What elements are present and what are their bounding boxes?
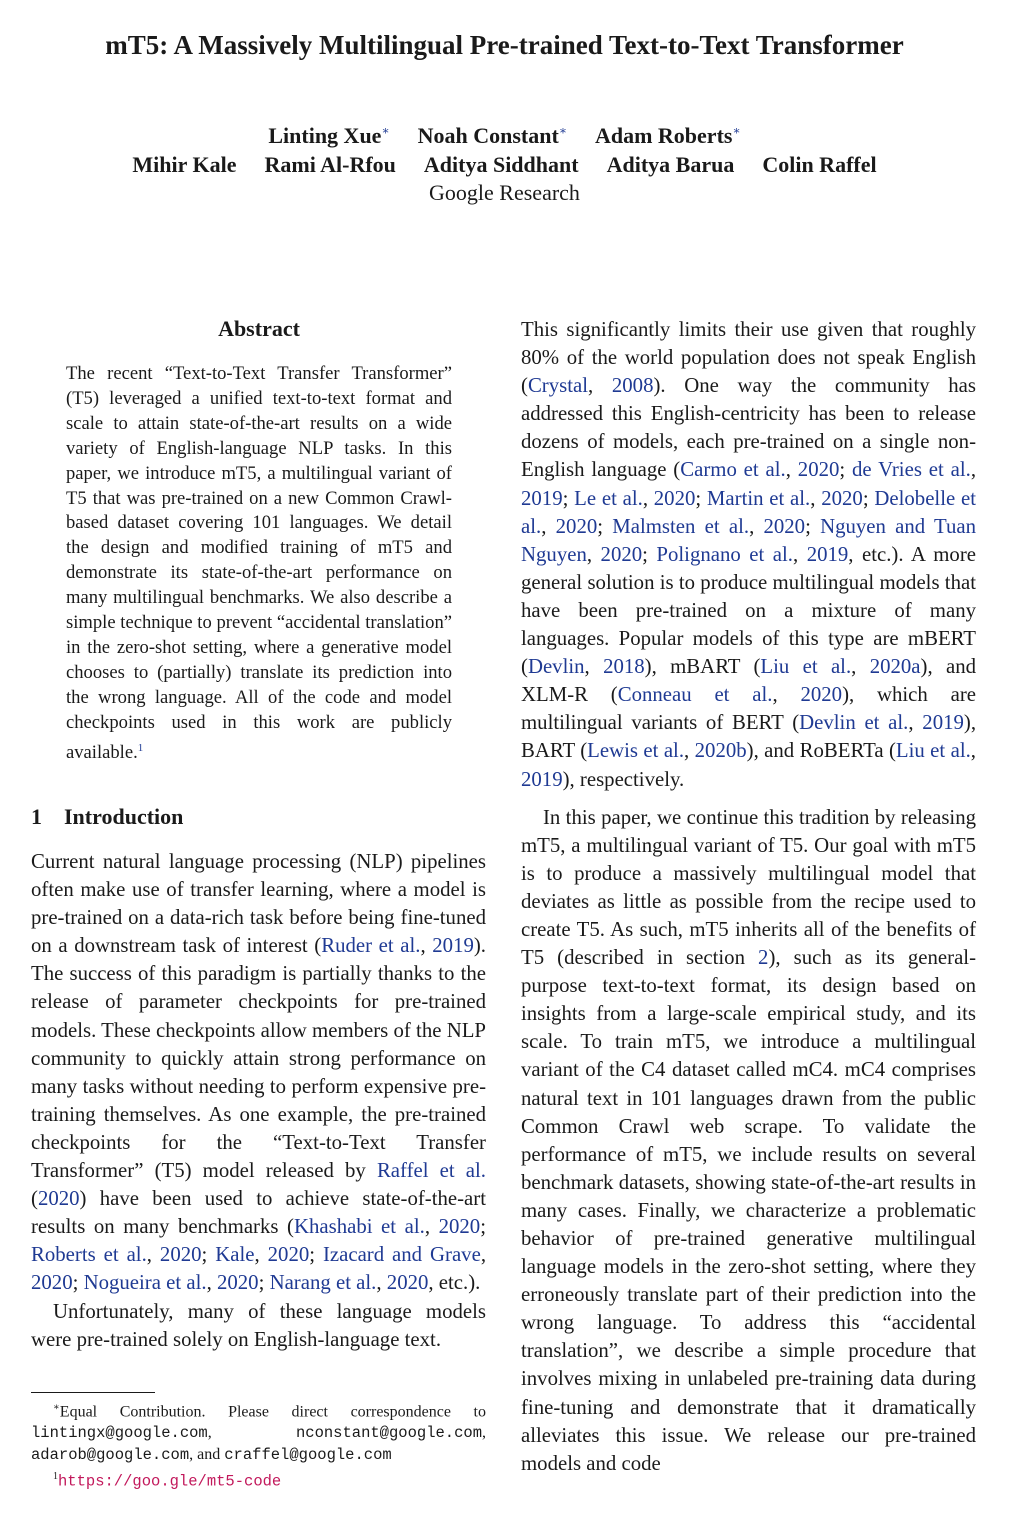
citation-link[interactable]: 2020: [821, 486, 863, 510]
equal-contribution-mark: ∗: [381, 123, 390, 138]
paragraph-text: ;: [597, 514, 613, 538]
citation-link[interactable]: Raffel et al.: [376, 1159, 487, 1183]
paragraph-text: ), and RoBERTa (: [746, 739, 896, 763]
author-name: Mihir Kale: [132, 152, 237, 177]
paragraph-text: ,: [588, 374, 612, 398]
citation-link[interactable]: Nguyen and Tuan Nguyen: [521, 514, 976, 566]
code-url-link[interactable]: https://goo.gle/mt5-code: [58, 1472, 282, 1491]
citation-link[interactable]: 2020a: [869, 655, 921, 679]
paragraph-text: ,: [424, 1215, 439, 1239]
paragraph-text: ), mBART (: [644, 655, 761, 679]
citation-link[interactable]: 2020: [31, 1271, 73, 1295]
section-number: 1: [31, 804, 42, 829]
citation-link[interactable]: 2020: [600, 542, 643, 566]
equal-contribution-mark: ∗: [558, 123, 567, 138]
paragraph-text: ,: [970, 458, 977, 482]
intro-paragraph-2-continued: [521, 316, 976, 794]
citation-link[interactable]: Liu et al.: [760, 655, 852, 679]
citation-link[interactable]: Narang et al.: [269, 1271, 377, 1295]
citation-link[interactable]: 2020: [653, 486, 696, 510]
email-link-2[interactable]: nconstant@google.com: [295, 1424, 482, 1443]
paragraph-text: ;: [201, 1243, 216, 1267]
abstract-text: The recent “Text-to-Text Transfer Transformer” (T5) leveraged a unified text-to-text format and scale to attain state-of-the-art results on a wide variety of English-language NLP tasks. In this paper, we introduce mT5, a multilingual variant of T5 that was pre-trained on a new Common Crawl-based dataset covering 101 languages. We detail the design and modified training of mT5 and demonstrate its state-of-the-art performance on many multilingual benchmarks. We also describe a simple technique to prevent “accidental translation” in the zero-shot setting, where a generative model chooses to (partially) translate its prediction into the wrong language. All of the code and model checkpoints used in this work are publicly available.: [66, 363, 452, 763]
paragraph-text: ,: [684, 739, 695, 763]
paragraph-text: (: [31, 1187, 38, 1211]
author-line-2: [0, 152, 1009, 178]
citation-link[interactable]: Nogueira et al.: [83, 1271, 207, 1295]
paragraph-text: Current natural language processing (NLP) pipelines often make use of transfer learning, where a model is pre-trained on a data-rich task before being fine-tuned on a downstream task of interest (: [31, 850, 486, 958]
affiliation: Google Research: [429, 180, 580, 205]
citation-link[interactable]: 2008: [611, 374, 654, 398]
intro-paragraph-2: [31, 1298, 486, 1354]
paragraph-text: ,: [851, 655, 870, 679]
citation-link[interactable]: Malmsten et al.: [612, 514, 750, 538]
paragraph-text: ,: [206, 1271, 217, 1295]
paragraph-text: ,: [772, 683, 801, 707]
paragraph-text: ,: [541, 514, 556, 538]
paragraph-text: ), BART (: [521, 711, 977, 763]
citation-link[interactable]: 2020: [386, 1271, 429, 1295]
paragraph-text: ), which are multilingual variants of BERT (: [521, 683, 976, 735]
citation-link[interactable]: Devlin et al.: [799, 711, 909, 735]
right-column: [521, 316, 976, 1478]
author-name: Aditya Siddhant: [423, 152, 579, 177]
citation-link[interactable]: Carmo et al.: [680, 458, 786, 482]
email-link-1[interactable]: lintingx@google.com: [31, 1424, 208, 1443]
paragraph-text: ;: [642, 542, 657, 566]
paragraph-text: ), respectively.: [562, 767, 685, 791]
abstract-body: [66, 362, 452, 766]
intro-paragraph-1: [31, 848, 486, 1298]
paragraph-text: ;: [309, 1243, 323, 1267]
footnote-rule: [31, 1392, 155, 1393]
email-link-4[interactable]: craffel@google.com: [224, 1446, 392, 1465]
footnote-equal-contribution: ∗Equal Contribution. Please direct correspondence to lintingx@google.com, nconstant@google.com, adarob@google.com, and craffel@google.com: [31, 1402, 486, 1465]
paragraph-text: ,: [908, 711, 923, 735]
citation-link[interactable]: 2020: [159, 1243, 202, 1267]
paragraph-text: Unfortunately, many of these language models were pre-trained solely on English-language text.: [31, 1299, 486, 1351]
author-name: Linting Xue∗: [268, 123, 390, 148]
citation-link[interactable]: 2019: [521, 486, 563, 510]
paragraph-text: ;: [480, 1215, 486, 1239]
citation-link[interactable]: 2020: [797, 458, 840, 482]
email-link-3[interactable]: adarob@google.com: [31, 1446, 190, 1465]
paragraph-text: In this paper, we continue this tradition by releasing mT5, a multilingual variant of T5. Our goal with mT5 is to produce a massively multilingual model that deviates as little as possible from the recipe used to create T5. As such, mT5 inherits all of the benefits of T5 (described in section: [521, 805, 976, 970]
paragraph-text: ,: [970, 739, 976, 763]
paragraph-text: ,: [584, 655, 604, 679]
paragraph-text: ;: [862, 486, 875, 510]
paragraph-text: ,: [480, 1243, 487, 1267]
paragraph-text: ,: [810, 486, 822, 510]
equal-contribution-mark: ∗: [732, 123, 741, 138]
paragraph-text: ;: [258, 1271, 270, 1295]
paragraph-text: ;: [805, 514, 821, 538]
citation-link[interactable]: Crystal: [527, 374, 589, 398]
citation-link[interactable]: 2020: [555, 514, 598, 538]
citation-link[interactable]: Roberts et al.: [31, 1243, 147, 1267]
citation-link[interactable]: Le et al.: [574, 486, 643, 510]
author-name: Colin Raffel: [762, 152, 877, 177]
citation-link[interactable]: 2020: [438, 1215, 481, 1239]
paragraph-text: ,: [376, 1271, 387, 1295]
citation-link[interactable]: Polignano et al.: [656, 542, 793, 566]
citation-link[interactable]: 2020b: [694, 739, 747, 763]
author-line-1: [0, 123, 1009, 149]
paragraph-text: ), such as its general-purpose text-to-text format, its design based on insights from a large-scale empirical study, and its scale. To train mT5, we introduce a multilingual variant of the C4 dataset called mC4. mC4 comprises natural text in 101 languages drawn from the public Common Crawl web scrape. To validate the performance of mT5, we include results on several benchmark datasets, showing state-of-the-art results in many cases. Finally, we characterize a problematic behavior of pre-trained generative multilingual language models in the zero-shot setting, where they erroneously translate part of their prediction into the wrong language. To address this “accidental translation”, we describe a simple procedure that involves mixing in unlabeled pre-training data during fine-tuning and demonstrate that it dramatically alleviates this issue. We release our pre-trained models and code: [521, 946, 977, 1475]
paragraph-text: ). One way the community has addressed this English-centricity has been to release dozens of models, each pre-trained on a single non-English language (: [521, 374, 977, 482]
citation-link[interactable]: Kale: [215, 1243, 255, 1267]
citation-link[interactable]: 2018: [603, 655, 645, 679]
citation-link[interactable]: Conneau et al.: [617, 683, 773, 707]
citation-link[interactable]: Ruder et al.: [321, 934, 421, 958]
citation-link[interactable]: Lewis et al.: [587, 739, 685, 763]
paragraph-text: ) have been used to achieve state-of-the-art results on many benchmarks (: [31, 1187, 486, 1239]
citation-link[interactable]: 2019: [922, 711, 964, 735]
citation-link[interactable]: 2: [758, 946, 769, 970]
footnotes: [31, 1397, 486, 1493]
paragraph-text: ,: [254, 1243, 268, 1267]
paragraph-text: ,: [749, 514, 764, 538]
paper-title: mT5: A Massively Multilingual Pre-trained Text-to-Text Transformer: [105, 30, 904, 60]
abstract-heading: Abstract: [218, 316, 300, 341]
citation-link[interactable]: 2019: [806, 542, 849, 566]
paragraph-text: ), and XLM-R (: [521, 655, 976, 707]
citation-link[interactable]: 2020: [37, 1187, 80, 1211]
footnote-ref-1[interactable]: 1: [137, 741, 144, 754]
author-name: Aditya Barua: [606, 152, 735, 177]
left-column: [31, 848, 486, 1354]
paragraph-text: This significantly limits their use given that roughly 80% of the world population does not speak English (: [521, 318, 976, 398]
author-name: Noah Constant∗: [417, 123, 567, 148]
citation-link[interactable]: 2020: [267, 1243, 310, 1267]
paragraph-text: ). The success of this paradigm is partially thanks to the release of parameter checkpoints for pre-trained models. These checkpoints allow members of the NLP community to quickly attain strong performance on many tasks without needing to perform expensive pre-training themselves. As one example, the pre-trained checkpoints for the “Text-to-Text Transfer Transformer” (T5) model released by: [31, 934, 486, 1183]
citation-link[interactable]: Khashabi et al.: [293, 1215, 425, 1239]
paragraph-text: ;: [695, 486, 707, 510]
paragraph-text: ;: [839, 458, 853, 482]
citation-link[interactable]: 2020: [800, 683, 843, 707]
paragraph-text: , etc.). A more general solution is to produce multilingual models that have been pre-trained on a mixture of many languages. Popular models of this type are mBERT (: [521, 542, 976, 679]
paragraph-text: , etc.).: [428, 1271, 481, 1295]
paragraph-text: ,: [792, 542, 807, 566]
footnote-code-url: $^1$https://goo.gle/mt5-code: [53, 1471, 282, 1491]
citation-link[interactable]: de Vries et al.: [852, 458, 971, 482]
citation-link[interactable]: 2019: [432, 934, 474, 958]
section-title: Introduction: [64, 804, 184, 829]
citation-link[interactable]: 2020: [216, 1271, 259, 1295]
citation-link[interactable]: Delobelle et al.: [521, 486, 976, 538]
paragraph-text: ,: [146, 1243, 160, 1267]
citation-link[interactable]: Izacard and Grave: [322, 1243, 481, 1267]
section-heading-introduction: [31, 804, 183, 830]
citation-link[interactable]: 2020: [763, 514, 806, 538]
paragraph-text: ;: [562, 486, 575, 510]
paragraph-text: ;: [72, 1271, 84, 1295]
paragraph-text: ,: [420, 934, 433, 958]
author-name: Rami Al-Rfou: [264, 152, 396, 177]
intro-paragraph-3: [521, 804, 976, 1478]
paragraph-text: ,: [785, 458, 798, 482]
paragraph-text: ,: [586, 542, 601, 566]
citation-link[interactable]: Devlin: [527, 655, 585, 679]
citation-link[interactable]: Martin et al.: [706, 486, 811, 510]
citation-link[interactable]: 2019: [521, 767, 563, 791]
citation-link[interactable]: Liu et al.: [895, 739, 971, 763]
paragraph-text: ,: [642, 486, 654, 510]
author-name: Adam Roberts∗: [594, 123, 741, 148]
